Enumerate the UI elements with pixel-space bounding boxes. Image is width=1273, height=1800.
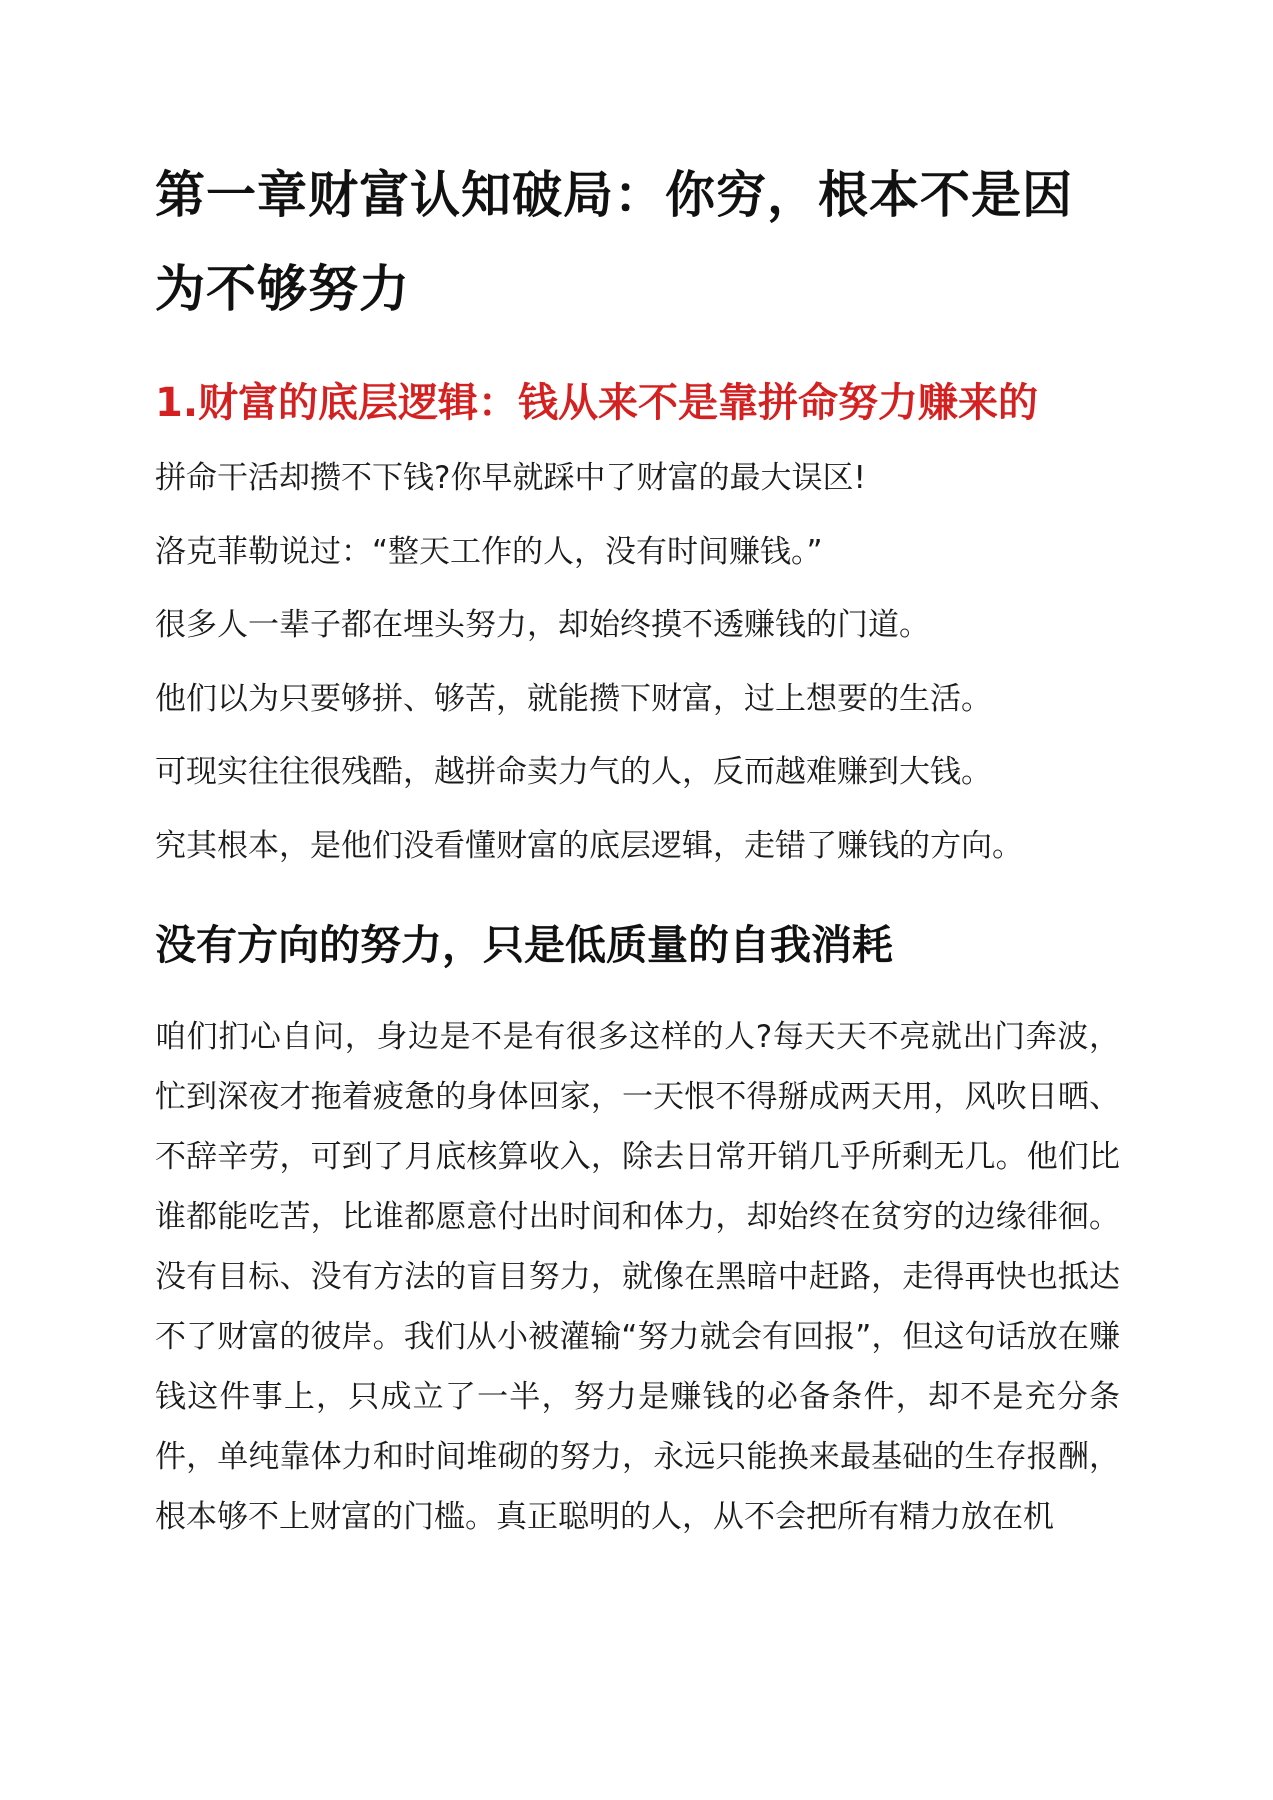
chapter-title: 第一章财富认知破局：你穷，根本不是因为不够努力 <box>155 166 1073 318</box>
document-page <box>155 0 1120 1547</box>
intro-line: 他们以为只要够拼、够苦，就能攒下财富，过上想要的生活。 <box>155 680 992 717</box>
intro-line: 很多人一辈子都在埋头努力，却始终摸不透赚钱的门道。 <box>155 607 930 643</box>
intro-lines <box>155 442 1120 883</box>
intro-line: 可现实往往很残酷，越拼命卖力气的人，反而越难赚到大钱。 <box>155 754 992 790</box>
intro-line: 拼命干活却攒不下钱?你早就踩中了财富的最大误区! <box>155 460 866 496</box>
intro-line: 究其根本，是他们没看懂财富的底层逻辑，走错了赚钱的方向。 <box>155 827 1023 864</box>
intro-line: 洛克菲勒说过：“整天工作的人，没有时间赚钱。” <box>155 533 823 570</box>
sub-heading: 没有方向的努力，只是低质量的自我消耗 <box>155 921 893 969</box>
body-paragraph: 咱们扪心自问，身边是不是有很多这样的人?每天天不亮就出门奔波，忙到深夜才拖着疲惫的身体回家，一天恨不得掰成两天用，风吹日晒、不辞辛劳，可到了月底核算收入，除去日常开销几乎所剩无几。他们比谁都能吃苦，比谁都愿意付出时间和体力，却始终在贫穷的边缘徘徊。没有目标、没有方法的盲目努力，就像在黑暗中赶路，走得再快也抵达不了财富的彼岸。我们从小被灌输“努力就会有回报”，但这句话放在赚钱这件事上，只成立了一半，努力是赚钱的必备条件，却不是充分条件，单纯靠体力和时间堆砌的努力，永远只能换来最基础的生存报酬，根本够不上财富的门槛。真正聪明的人，从不会把所有精力放在机 <box>155 1019 1120 1535</box>
section-heading: 1.财富的底层逻辑：钱从来不是靠拼命努力赚来的 <box>155 380 1039 426</box>
